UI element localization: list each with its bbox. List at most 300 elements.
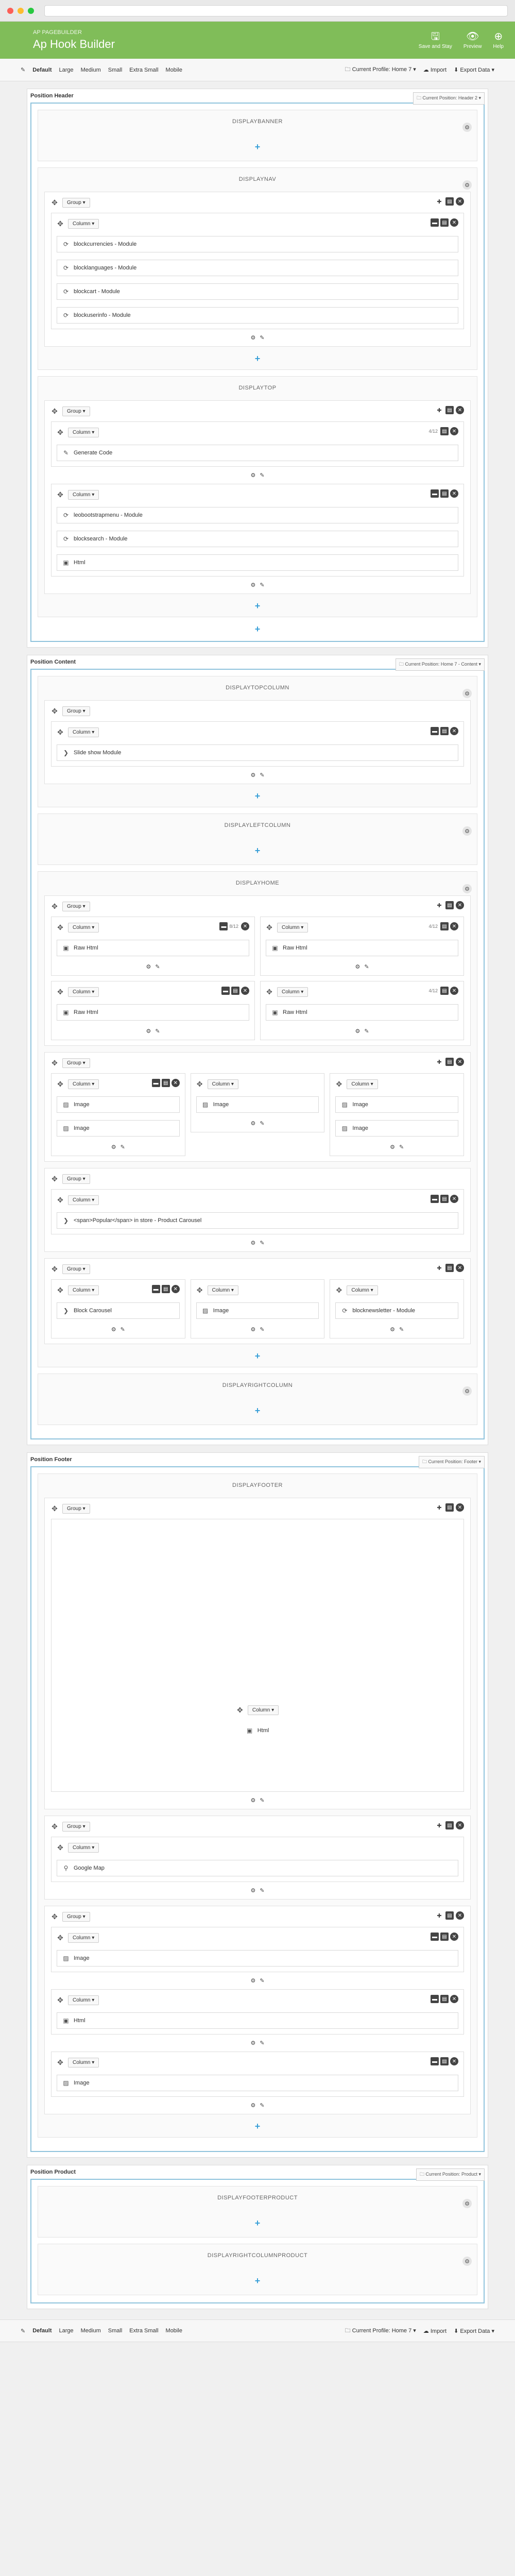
pencil-icon[interactable]: ✎ <box>260 1327 265 1333</box>
layout-icon[interactable]: ▤ <box>445 901 454 909</box>
profile-label: Current Profile: Home 7 <box>352 2327 412 2334</box>
hook-displaytopcolumn <box>38 676 477 807</box>
column-controls <box>219 922 249 930</box>
move-icon[interactable]: ✥ <box>57 1843 63 1852</box>
gear-icon[interactable]: ⚙ <box>462 884 472 893</box>
add-column-icon[interactable]: ✚ <box>437 1265 442 1272</box>
gear-icon[interactable]: ⚙ <box>462 180 472 190</box>
image-icon: ▨ <box>202 1307 209 1314</box>
column-controls <box>431 218 458 227</box>
delete-icon[interactable]: ✕ <box>241 987 249 995</box>
add-group-button[interactable]: + <box>254 2121 261 2131</box>
column-header <box>57 1995 458 2005</box>
pencil-icon[interactable]: ✎ <box>260 2040 265 2046</box>
column-dropdown[interactable]: Column ▾ <box>277 987 308 997</box>
add-group-button[interactable]: + <box>254 1351 261 1361</box>
screen-large[interactable]: Large <box>59 2328 74 2334</box>
move-icon[interactable]: ✥ <box>57 1285 63 1294</box>
delete-icon[interactable]: ✕ <box>450 489 458 498</box>
width-icon[interactable]: ▬ <box>431 2057 439 2065</box>
pencil-icon[interactable]: ✎ <box>260 582 265 588</box>
width-icon[interactable]: ▬ <box>431 1195 439 1203</box>
module-icon: ⟳ <box>63 288 69 295</box>
pencil-icon[interactable]: ✎ <box>364 1028 369 1035</box>
add-group-button[interactable]: + <box>254 791 261 801</box>
module-raw-html[interactable] <box>266 1004 458 1021</box>
module-label: Image <box>74 2080 90 2086</box>
gear-icon[interactable]: ⚙ <box>250 772 256 778</box>
layout-icon[interactable]: ▤ <box>440 427 449 435</box>
move-icon[interactable]: ✥ <box>196 1285 203 1294</box>
delete-icon[interactable]: ✕ <box>450 1995 458 2003</box>
column-dropdown[interactable]: Column ▾ <box>68 490 99 500</box>
layout-icon[interactable]: ▤ <box>445 1058 454 1066</box>
gear-icon[interactable]: ⚙ <box>390 1144 395 1150</box>
group <box>44 1052 471 1162</box>
column-dropdown[interactable]: Column ▾ <box>248 1705 279 1715</box>
screen-default[interactable]: Default <box>32 2328 52 2334</box>
hook-name: DISPLAYLEFTCOLUMN <box>224 822 291 828</box>
gear-icon[interactable]: ⚙ <box>462 689 472 698</box>
delete-icon[interactable]: ✕ <box>241 922 249 930</box>
html-icon: ▣ <box>247 1727 253 1734</box>
gear-icon[interactable]: ⚙ <box>250 472 256 479</box>
layout-icon[interactable]: ▤ <box>445 1264 454 1272</box>
module-google-map[interactable] <box>57 1860 458 1876</box>
delete-icon[interactable]: ✕ <box>456 1503 464 1512</box>
move-icon[interactable]: ✥ <box>57 987 63 996</box>
pencil-icon[interactable]: ✎ <box>364 964 369 970</box>
module-label: Raw Html <box>74 945 98 951</box>
group-dropdown[interactable]: Group ▾ <box>62 1174 90 1184</box>
layout-icon[interactable]: ▤ <box>440 727 449 735</box>
screen-small[interactable]: Small <box>108 66 123 73</box>
delete-icon[interactable]: ✕ <box>456 1821 464 1829</box>
hook-name: DISPLAYRIGHTCOLUMN <box>222 1382 293 1388</box>
group-dropdown[interactable]: Group ▾ <box>62 1912 90 1922</box>
delete-icon[interactable]: ✕ <box>456 1058 464 1066</box>
module-image[interactable] <box>57 1096 180 1113</box>
layout-icon[interactable]: ▤ <box>445 197 454 206</box>
position-selector[interactable]: 🗀 Current Position: Footer ▾ <box>419 1456 485 1468</box>
move-icon[interactable]: ✥ <box>57 923 63 931</box>
module-block-carousel[interactable] <box>57 1302 180 1319</box>
pencil-icon[interactable]: ✎ <box>260 472 265 479</box>
layout-icon[interactable]: ▤ <box>445 406 454 414</box>
save-and-stay-button[interactable] <box>419 31 452 49</box>
move-icon[interactable]: ✥ <box>336 1079 342 1088</box>
module-label: Image <box>74 1125 90 1131</box>
module-image[interactable] <box>57 1950 458 1967</box>
add-column-icon[interactable]: ✚ <box>437 407 442 414</box>
layout-icon[interactable]: ▤ <box>440 987 449 995</box>
move-icon[interactable]: ✥ <box>266 987 272 996</box>
layout-icon[interactable]: ▤ <box>445 1821 454 1829</box>
group-header <box>51 1174 464 1184</box>
move-icon[interactable]: ✥ <box>57 1995 63 2004</box>
group-dropdown[interactable]: Group ▾ <box>62 902 90 911</box>
import-label: Import <box>430 2328 447 2334</box>
column-header <box>57 727 458 737</box>
screen-extra-small[interactable]: Extra Small <box>129 2328 159 2334</box>
delete-icon[interactable]: ✕ <box>456 901 464 909</box>
column-dropdown[interactable]: Column ▾ <box>68 1195 99 1205</box>
module-raw-html[interactable] <box>266 940 458 956</box>
add-column-icon[interactable]: ✚ <box>437 1059 442 1065</box>
add-group-button[interactable]: + <box>254 142 261 152</box>
column-dropdown[interactable]: Column ▾ <box>68 923 99 933</box>
width-icon[interactable]: ▬ <box>431 1933 439 1941</box>
gear-icon[interactable]: ⚙ <box>250 1888 256 1894</box>
move-icon[interactable]: ✥ <box>196 1079 203 1088</box>
pencil-icon[interactable]: ✎ <box>155 1028 160 1035</box>
gear-icon[interactable]: ⚙ <box>250 1978 256 1984</box>
module-blockcart[interactable] <box>57 283 458 300</box>
layout-icon[interactable]: ▤ <box>231 987 239 995</box>
gear-icon[interactable]: ⚙ <box>390 1327 395 1333</box>
module-slideshow[interactable] <box>57 744 458 761</box>
gear-icon[interactable]: ⚙ <box>355 1028 360 1035</box>
module-image[interactable] <box>196 1302 319 1319</box>
column <box>51 1073 185 1156</box>
pencil-icon[interactable]: ✎ <box>399 1144 404 1150</box>
hook-name: DISPLAYRIGHTCOLUMNPRODUCT <box>207 2252 308 2259</box>
group-header <box>51 1911 464 1922</box>
add-column-icon[interactable]: ✚ <box>437 198 442 205</box>
layout-icon[interactable]: ▤ <box>440 1195 449 1203</box>
gear-icon[interactable]: ⚙ <box>462 826 472 836</box>
layout-icon[interactable]: ▤ <box>440 922 449 930</box>
gear-icon[interactable]: ⚙ <box>250 1121 256 1127</box>
module-image[interactable] <box>196 1096 319 1113</box>
column-label: Column <box>212 1081 230 1087</box>
column-dropdown[interactable]: Column ▾ <box>347 1285 377 1295</box>
profile-dropdown[interactable]: 🗀 Current Profile: Home 7 ▾ <box>345 66 416 73</box>
screen-mobile[interactable]: Mobile <box>165 2328 182 2334</box>
gear-icon[interactable]: ⚙ <box>250 2040 256 2046</box>
position-badge-label: Current Position: Home 7 - Content <box>405 662 477 667</box>
column-dropdown[interactable]: Column ▾ <box>68 727 99 737</box>
minimize-window-icon[interactable] <box>18 8 24 14</box>
group-label: Group <box>67 903 81 909</box>
move-icon[interactable]: ✥ <box>52 1264 58 1273</box>
column-label: Column <box>282 924 300 930</box>
group-dropdown[interactable]: Group ▾ <box>62 1058 90 1068</box>
import-button[interactable] <box>423 2328 447 2334</box>
group-dropdown[interactable]: Group ▾ <box>62 198 90 208</box>
width-icon[interactable]: ▬ <box>431 218 439 227</box>
delete-icon[interactable]: ✕ <box>456 1911 464 1920</box>
position-badge-label: Current Position: Footer <box>428 1459 477 1464</box>
layout-icon[interactable]: ▤ <box>440 1933 449 1941</box>
screen-small[interactable]: Small <box>108 2328 123 2334</box>
column-controls <box>428 427 458 435</box>
screen-medium[interactable]: Medium <box>80 66 101 73</box>
column-dropdown[interactable]: Column ▾ <box>277 923 308 933</box>
pencil-icon[interactable]: ✎ <box>120 1327 125 1333</box>
delete-icon[interactable]: ✕ <box>450 218 458 227</box>
page-header <box>0 22 515 59</box>
move-icon[interactable]: ✥ <box>52 706 58 715</box>
column-dropdown[interactable]: Column ▾ <box>68 1079 99 1089</box>
gear-icon[interactable]: ⚙ <box>250 582 256 588</box>
hook-name: DISPLAYFOOTERPRODUCT <box>217 2195 298 2201</box>
close-window-icon[interactable] <box>7 8 13 14</box>
delete-icon[interactable]: ✕ <box>456 406 464 414</box>
column-dropdown[interactable]: Column ▾ <box>208 1285 238 1295</box>
column <box>51 1837 464 1882</box>
width-icon[interactable]: ▬ <box>431 1995 439 2003</box>
module-icon: ⟳ <box>63 264 69 272</box>
delete-icon[interactable]: ✕ <box>171 1079 180 1087</box>
pencil-icon[interactable]: ✎ <box>260 1121 265 1127</box>
layout-icon[interactable]: ▤ <box>440 489 449 498</box>
move-icon[interactable]: ✥ <box>52 1912 58 1921</box>
gear-icon[interactable]: ⚙ <box>462 123 472 132</box>
module-image[interactable] <box>335 1120 458 1137</box>
screen-mobile[interactable]: Mobile <box>165 66 182 73</box>
gear-icon[interactable]: ⚙ <box>250 1240 256 1246</box>
delete-icon[interactable]: ✕ <box>450 427 458 435</box>
column-header <box>57 1842 458 1853</box>
position-selector[interactable]: 🗀 Current Position: Header 2 ▾ <box>413 92 485 105</box>
gear-icon[interactable]: ⚙ <box>462 2199 472 2208</box>
column-dropdown[interactable]: Column ▾ <box>68 219 99 229</box>
column <box>330 1073 464 1156</box>
position-name: Position Product <box>30 2169 76 2175</box>
module-raw-html[interactable] <box>57 1004 249 1021</box>
module-generate-code[interactable] <box>57 445 458 461</box>
column-dropdown[interactable]: Column ▾ <box>68 1933 99 1943</box>
pencil-icon[interactable]: ✎ <box>155 964 160 970</box>
delete-icon[interactable]: ✕ <box>456 1264 464 1272</box>
delete-icon[interactable]: ✕ <box>450 987 458 995</box>
width-icon[interactable]: ▬ <box>152 1285 160 1293</box>
move-icon[interactable]: ✥ <box>266 923 272 931</box>
column-footer <box>51 1977 464 1984</box>
column-label: Column <box>73 924 91 930</box>
group-footer <box>51 1887 464 1894</box>
add-column-icon[interactable]: ✚ <box>437 1504 442 1511</box>
delete-icon[interactable]: ✕ <box>450 2057 458 2065</box>
column-label: Column <box>73 729 91 735</box>
move-icon[interactable]: ✥ <box>52 1822 58 1831</box>
column-header <box>196 1285 319 1295</box>
width-icon[interactable]: ▬ <box>152 1079 160 1087</box>
gear-icon[interactable]: ⚙ <box>146 1028 151 1035</box>
screen-extra-small[interactable]: Extra Small <box>129 66 159 73</box>
export-label: Export Data <box>460 2328 490 2334</box>
layout-icon[interactable]: ▤ <box>162 1285 170 1293</box>
add-group-button[interactable]: + <box>254 1405 261 1416</box>
delete-icon[interactable]: ✕ <box>456 197 464 206</box>
pencil-icon[interactable]: ✎ <box>260 1888 265 1894</box>
help-button[interactable] <box>493 31 504 49</box>
import-button[interactable] <box>423 66 447 73</box>
column-controls <box>431 1933 458 1941</box>
delete-icon[interactable]: ✕ <box>450 1195 458 1203</box>
gear-icon[interactable]: ⚙ <box>462 1386 472 1396</box>
module-image[interactable] <box>57 2075 458 2091</box>
add-group-button[interactable]: + <box>254 2276 261 2286</box>
pencil-icon[interactable]: ✎ <box>260 2103 265 2109</box>
module-blocknewsletter[interactable] <box>335 1302 458 1319</box>
column <box>260 917 464 976</box>
group-dropdown[interactable]: Group ▾ <box>62 1504 90 1514</box>
pencil-icon[interactable]: ✎ <box>260 772 265 778</box>
pencil-icon[interactable]: ✎ <box>21 2328 26 2334</box>
column-header <box>154 1705 360 1715</box>
group-header <box>51 1058 464 1068</box>
position-selector[interactable]: 🗀 Current Position: Product ▾ <box>416 2168 485 2181</box>
delete-icon[interactable]: ✕ <box>450 922 458 930</box>
layout-icon[interactable]: ▤ <box>445 1911 454 1920</box>
module-label: Html <box>74 560 85 566</box>
position-selector[interactable]: 🗀 Current Position: Home 7 - Content ▾ <box>396 658 485 671</box>
pencil-icon[interactable]: ✎ <box>260 335 265 341</box>
gear-icon[interactable]: ⚙ <box>111 1327 116 1333</box>
column-dropdown[interactable]: Column ▾ <box>208 1079 238 1089</box>
module-blocklanguages[interactable] <box>57 260 458 276</box>
move-icon[interactable]: ✥ <box>52 198 58 207</box>
gear-icon[interactable]: ⚙ <box>250 1798 256 1804</box>
column-dropdown[interactable]: Column ▾ <box>68 987 99 997</box>
layout-icon[interactable]: ▤ <box>162 1079 170 1087</box>
address-bar[interactable] <box>44 5 508 16</box>
group-dropdown[interactable]: Group ▾ <box>62 706 90 716</box>
move-icon[interactable]: ✥ <box>57 428 63 436</box>
delete-icon[interactable]: ✕ <box>450 1933 458 1941</box>
delete-icon[interactable]: ✕ <box>171 1285 180 1293</box>
width-icon[interactable]: ▬ <box>219 922 228 930</box>
move-icon[interactable]: ✥ <box>52 1174 58 1183</box>
module-label: blocklanguages - Module <box>74 265 137 271</box>
move-icon[interactable]: ✥ <box>57 1079 63 1088</box>
layout-icon[interactable]: ▤ <box>445 1503 454 1512</box>
screen-large[interactable]: Large <box>59 66 74 73</box>
delete-icon[interactable]: ✕ <box>450 727 458 735</box>
position-badge-label: Current Position: Header 2 <box>422 95 477 100</box>
module-html[interactable] <box>57 2012 458 2029</box>
edit-icon: ✎ <box>63 449 69 456</box>
column-controls <box>152 1285 180 1293</box>
pencil-icon[interactable]: ✎ <box>260 1798 265 1804</box>
column-label: Column <box>73 492 91 498</box>
profile-dropdown[interactable]: 🗀 Current Profile: Home 7 ▾ <box>345 2327 416 2334</box>
column-dropdown[interactable]: Column ▾ <box>68 1843 99 1853</box>
add-column-icon[interactable]: ✚ <box>437 1912 442 1919</box>
group-controls <box>435 1503 464 1512</box>
layout-icon[interactable]: ▤ <box>440 218 449 227</box>
gear-icon[interactable]: ⚙ <box>111 1144 116 1150</box>
module-label: Slide show Module <box>74 750 122 756</box>
add-group-button[interactable]: + <box>254 2218 261 2228</box>
layout-icon[interactable]: ▤ <box>440 2057 449 2065</box>
module-html[interactable] <box>154 1722 360 1739</box>
position-body <box>30 103 485 642</box>
move-icon[interactable]: ✥ <box>52 1058 58 1067</box>
module-label: Raw Html <box>74 1009 98 1015</box>
pencil-icon[interactable]: ✎ <box>260 1978 265 1984</box>
move-icon[interactable]: ✥ <box>57 727 63 736</box>
gear-icon[interactable]: ⚙ <box>146 964 151 970</box>
add-column-icon[interactable]: ✚ <box>437 1822 442 1829</box>
move-icon[interactable]: ✥ <box>52 406 58 415</box>
module-label: Image <box>74 1955 90 1961</box>
width-icon[interactable]: ▬ <box>431 489 439 498</box>
move-icon[interactable]: ✥ <box>52 1504 58 1513</box>
gear-icon[interactable]: ⚙ <box>462 2257 472 2266</box>
pencil-icon[interactable]: ✎ <box>120 1144 125 1150</box>
module-leobootstrapmenu[interactable] <box>57 507 458 523</box>
column-dropdown[interactable]: Column ▾ <box>68 2058 99 2067</box>
column-dropdown[interactable]: Column ▾ <box>68 1285 99 1295</box>
help-label: Help <box>493 44 504 49</box>
column-dropdown[interactable]: Column ▾ <box>68 428 99 437</box>
move-icon[interactable]: ✥ <box>52 902 58 910</box>
add-group-button[interactable]: + <box>254 353 261 364</box>
gear-icon[interactable]: ⚙ <box>355 964 360 970</box>
move-icon[interactable]: ✥ <box>57 1933 63 1942</box>
module-html[interactable] <box>57 554 458 571</box>
module-product-carousel[interactable] <box>57 1212 458 1229</box>
add-column-icon[interactable]: ✚ <box>437 902 442 909</box>
module-label: blocknewsletter - Module <box>352 1308 416 1314</box>
column-dropdown[interactable]: Column ▾ <box>68 1995 99 2005</box>
module-image[interactable] <box>57 1120 180 1137</box>
gear-icon[interactable]: ⚙ <box>250 2103 256 2109</box>
preview-button[interactable] <box>464 31 482 49</box>
screen-medium[interactable]: Medium <box>80 2328 101 2334</box>
move-icon[interactable]: ✥ <box>336 1285 342 1294</box>
group-dropdown[interactable]: Group ▾ <box>62 1822 90 1832</box>
column-center <box>154 1705 360 1739</box>
gear-icon[interactable]: ⚙ <box>250 1327 256 1333</box>
column-dropdown[interactable]: Column ▾ <box>347 1079 377 1089</box>
add-hook-button[interactable]: + <box>254 624 261 634</box>
move-icon[interactable]: ✥ <box>57 1195 63 1204</box>
module-blockuserinfo[interactable] <box>57 307 458 324</box>
layout-icon[interactable]: ▤ <box>440 1995 449 2003</box>
group-header <box>51 197 464 208</box>
move-icon[interactable]: ✥ <box>57 490 63 499</box>
add-group-button[interactable]: + <box>254 845 261 856</box>
column <box>330 1279 464 1338</box>
module-raw-html[interactable] <box>57 940 249 956</box>
add-group-button[interactable]: + <box>254 601 261 611</box>
maximize-window-icon[interactable] <box>28 8 34 14</box>
module-image[interactable] <box>335 1096 458 1113</box>
gear-icon[interactable]: ⚙ <box>250 335 256 341</box>
pencil-icon[interactable]: ✎ <box>399 1327 404 1333</box>
module-blocksearch[interactable] <box>57 531 458 547</box>
screen-default[interactable]: Default <box>32 66 52 73</box>
export-button[interactable]: ⬇ Export Data ▾ <box>454 67 494 73</box>
group-dropdown[interactable]: Group ▾ <box>62 406 90 416</box>
export-label: Export Data <box>460 67 490 73</box>
group-dropdown[interactable]: Group ▾ <box>62 1264 90 1274</box>
move-icon[interactable]: ✥ <box>236 1705 243 1714</box>
module-blockcurrencies[interactable] <box>57 236 458 252</box>
width-icon[interactable]: ▬ <box>221 987 230 995</box>
move-icon[interactable]: ✥ <box>57 219 63 228</box>
pencil-icon[interactable]: ✎ <box>260 1240 265 1246</box>
move-icon[interactable]: ✥ <box>57 2058 63 2066</box>
export-button[interactable]: ⬇ Export Data ▾ <box>454 2328 494 2334</box>
width-icon[interactable]: ▬ <box>431 727 439 735</box>
pencil-icon[interactable]: ✎ <box>21 67 26 73</box>
group-label: Group <box>67 1266 81 1272</box>
